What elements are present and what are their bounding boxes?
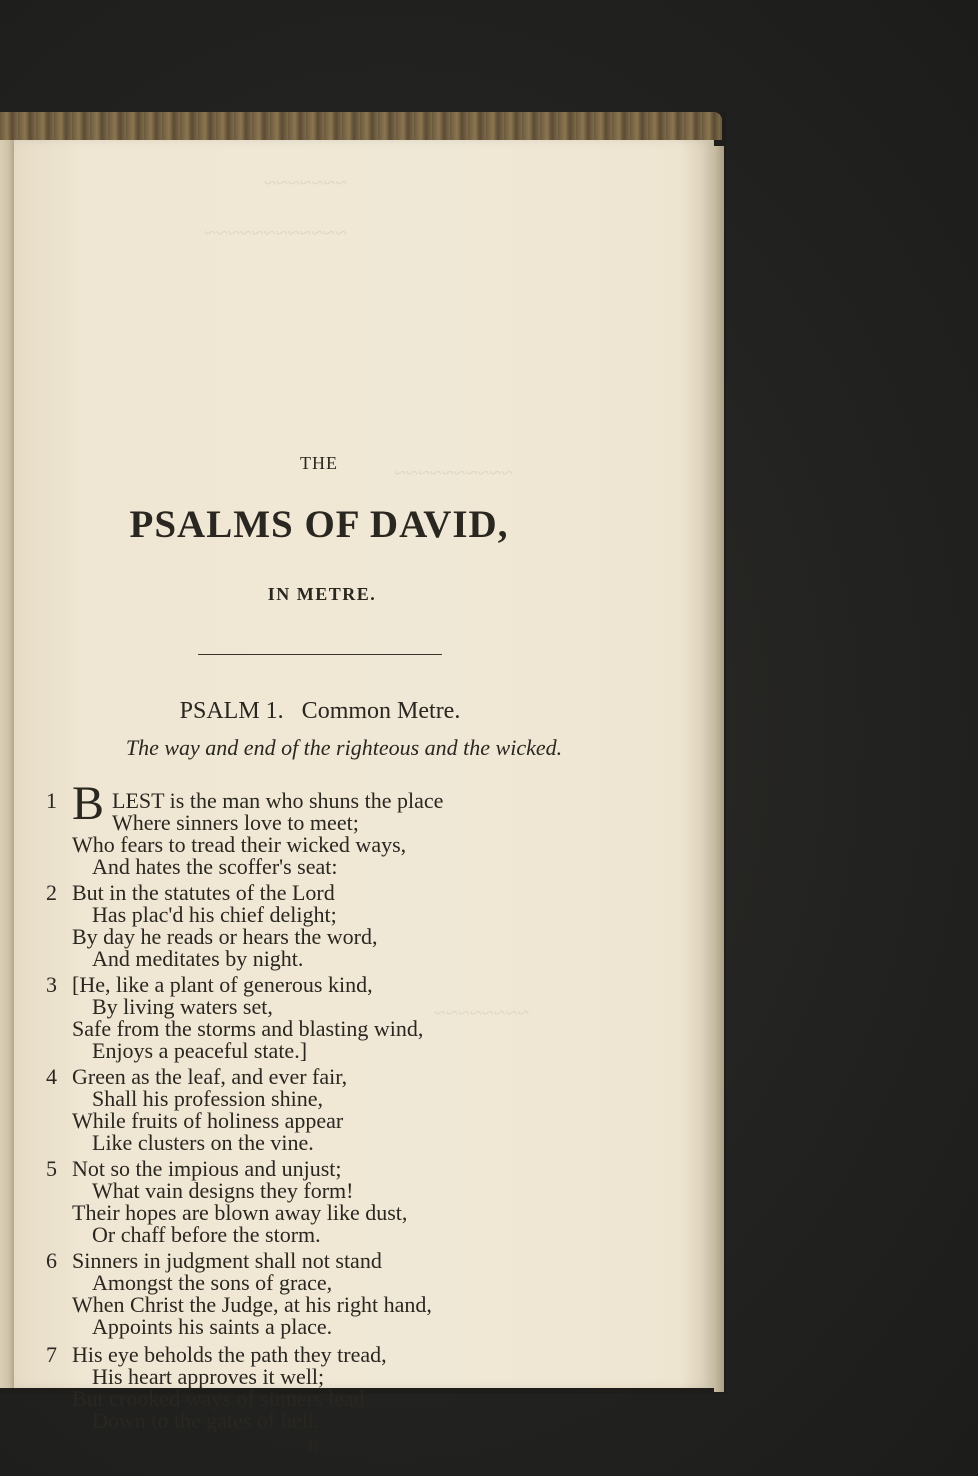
verse-line: While fruits of holiness appear: [72, 1108, 344, 1133]
psalm-heading: PSALM 1. Common Metre.: [179, 698, 461, 724]
page-subtitle: IN METRE.: [267, 584, 377, 604]
drop-cap: B: [72, 777, 105, 830]
page-title: PSALMS OF DAVID,: [129, 503, 509, 546]
verse-line: By living waters set,: [92, 994, 273, 1019]
verse-line: His eye beholds the path they tread,: [72, 1342, 387, 1367]
verse-number: 6: [46, 1248, 57, 1273]
left-page-edge: [0, 140, 14, 1388]
verse-number: 1: [46, 788, 57, 813]
verse-line: By day he reads or hears the word,: [72, 924, 378, 949]
show-through-text: ~~~~~~~~~~~~: [204, 220, 347, 245]
verse-line: Shall his profession shine,: [92, 1086, 323, 1111]
verse-number: 5: [46, 1156, 57, 1181]
verse-line: Who fears to tread their wicked ways,: [72, 832, 407, 857]
verse-line: LEST is the man who shuns the place: [112, 788, 444, 813]
show-through-text: ~~~~~~~~: [434, 1000, 530, 1025]
verse-line: [He, like a plant of generous kind,: [72, 972, 373, 997]
verse-line: Green as the leaf, and ever fair,: [72, 1064, 348, 1089]
show-through-text: ~~~~~~~~~~: [394, 460, 514, 485]
verse-line: His heart approves it well;: [92, 1364, 325, 1389]
verse-line: And hates the scoffer's seat:: [92, 854, 338, 879]
verse-line: But in the statutes of the Lord: [72, 880, 335, 905]
verse-line: Where sinners love to meet;: [112, 810, 359, 835]
book-page: [14, 140, 714, 1455]
verse-line: Sinners in judgment shall not stand: [72, 1248, 382, 1273]
verse-line: But crooked ways of sinners lead: [72, 1386, 365, 1411]
verse-number: 3: [46, 972, 57, 997]
verse-line: Down to the gates of hell.: [92, 1408, 320, 1433]
verse-line: Has plac'd his chief delight;: [92, 902, 337, 927]
show-through-text: ~~~~~~~: [264, 170, 348, 195]
verse-line: Or chaff before the storm.: [92, 1222, 321, 1247]
verse-line: Not so the impious and unjust;: [72, 1156, 342, 1181]
verse-line: When Christ the Judge, at his right hand,: [72, 1292, 432, 1317]
verse-line: Appoints his saints a place.: [92, 1314, 333, 1339]
verse-line: Like clusters on the vine.: [92, 1130, 314, 1155]
verse-line: Safe from the storms and blasting wind,: [72, 1016, 424, 1041]
verse-line: Amongst the sons of grace,: [92, 1270, 333, 1295]
gilt-cover-edge: [0, 112, 722, 140]
heading-the: THE: [300, 453, 338, 473]
verse-number: 2: [46, 880, 57, 905]
verse-line: And meditates by night.: [92, 946, 304, 971]
right-page-edge: [714, 146, 724, 1392]
verse-line: Their hopes are blown away like dust,: [72, 1200, 408, 1225]
verse-line: Enjoys a peaceful state.]: [92, 1038, 308, 1063]
verse-number: 7: [46, 1342, 57, 1367]
psalm-argument: The way and end of the righteous and the wicked.: [125, 735, 563, 760]
printer-signature: B: [308, 1438, 319, 1455]
verse-line: What vain designs they form!: [92, 1178, 354, 1203]
divider-rule: [198, 654, 442, 655]
verse-number: 4: [46, 1064, 57, 1089]
